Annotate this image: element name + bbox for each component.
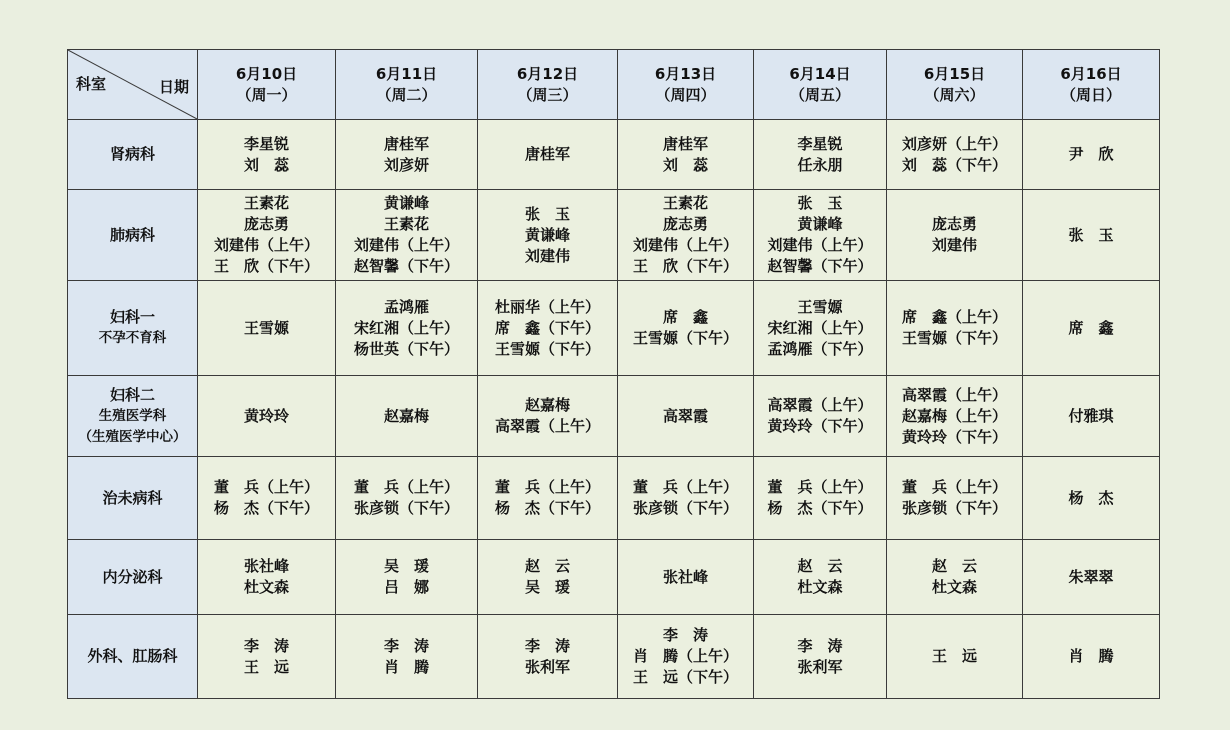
doctor-name: 杨 杰（下午）	[213, 499, 319, 517]
day-weekday: （周五）	[789, 85, 850, 104]
duty-cell	[198, 540, 336, 615]
day-weekday: （周四）	[655, 85, 716, 104]
doctor-name: 张社峰	[243, 557, 289, 575]
doctor-name: 杨 杰	[1068, 488, 1114, 507]
doctor-name: 李 涛	[797, 636, 843, 655]
schedule-body	[68, 120, 1160, 699]
doctor-list	[384, 636, 429, 678]
duty-cell	[1023, 190, 1160, 281]
duty-cell	[754, 540, 887, 615]
doctor-name: 黄玲玲	[243, 406, 289, 425]
department-cell	[68, 540, 198, 615]
duty-cell	[887, 120, 1023, 190]
doctor-name: 杜丽华（上午）	[494, 297, 600, 316]
doctor-name: 杨 杰（下午）	[494, 499, 600, 517]
schedule-row	[68, 190, 1160, 281]
duty-cell	[478, 120, 618, 190]
doctor-name: 刘 蕊（下午）	[901, 155, 1007, 174]
duty-cell	[754, 281, 887, 376]
doctor-name: 黄谦峰	[797, 215, 843, 233]
duty-cell	[887, 457, 1023, 540]
doctor-name: 赵嘉梅（上午）	[901, 406, 1007, 425]
day-date: 6月12日	[516, 64, 579, 83]
day-header	[478, 50, 618, 120]
doctor-list	[797, 556, 842, 598]
doctor-name: 赵智馨（下午）	[767, 257, 873, 275]
doctor-name: 席 鑫（下午）	[494, 318, 600, 337]
doctor-list	[525, 636, 570, 678]
doctor-list	[354, 193, 459, 277]
doctor-name: 张利军	[797, 657, 843, 676]
doctor-name: 杨世英（下午）	[353, 339, 459, 358]
duty-cell	[478, 190, 618, 281]
doctor-list	[495, 477, 600, 519]
doctor-name: 刘建伟（上午）	[353, 236, 459, 254]
doctor-name: 黄玲玲（下午）	[767, 417, 873, 435]
schedule-row	[68, 615, 1160, 699]
day-header	[754, 50, 887, 120]
doctor-list	[1068, 406, 1113, 427]
duty-cell	[336, 190, 478, 281]
doctor-name: 王 欣（下午）	[213, 257, 319, 275]
duty-cell	[1023, 376, 1160, 457]
doctor-name: 赵 云	[524, 557, 570, 575]
schedule-row	[68, 281, 1160, 376]
doctor-name: 孟鸿雁	[383, 297, 429, 316]
doctor-name: 刘彦妍	[383, 155, 429, 174]
doctor-name: 刘建伟	[524, 246, 570, 265]
department-name-line: 外科、肛肠科	[87, 647, 178, 665]
day-header	[1023, 50, 1160, 120]
doctor-name: 杨 杰（下午）	[767, 499, 873, 517]
doctor-list	[902, 307, 1007, 349]
duty-cell	[198, 376, 336, 457]
doctor-list	[932, 646, 977, 667]
doctor-name: 庞志勇	[662, 215, 708, 233]
duty-cell	[618, 281, 754, 376]
duty-cell	[478, 457, 618, 540]
doctor-name: 宋红湘（上午）	[353, 318, 459, 337]
doctor-name: 朱翠翠	[1068, 567, 1114, 586]
doctor-name: 杜文森	[931, 578, 977, 596]
doctor-name: 高翠霞	[662, 406, 708, 425]
department-name-line: 内分泌科	[102, 567, 163, 586]
doctor-list	[384, 556, 429, 598]
doctor-list	[1068, 567, 1113, 588]
doctor-name: 宋红湘（上午）	[767, 318, 873, 337]
doctor-list	[525, 556, 570, 598]
duty-cell	[887, 376, 1023, 457]
doctor-name: 李星锐	[243, 134, 289, 153]
duty-cell	[754, 615, 887, 699]
doctor-name: 肖 腾	[1068, 647, 1114, 665]
doctor-name: 李 涛	[383, 636, 429, 655]
doctor-list	[767, 477, 872, 519]
schedule-row	[68, 540, 1160, 615]
doctor-name: 刘 蕊	[662, 155, 708, 174]
department-name-line: 肺病科	[109, 225, 155, 244]
day-date: 6月13日	[654, 64, 717, 83]
doctor-name: 高翠霞（上午）	[767, 396, 873, 414]
doctor-name: 席 鑫	[1068, 318, 1114, 337]
doctor-list	[767, 193, 872, 277]
doctor-name: 席 鑫（上午）	[901, 308, 1007, 326]
doctor-list	[525, 144, 570, 165]
doctor-name: 尹 欣	[1068, 145, 1114, 163]
day-weekday: （周一）	[236, 85, 297, 104]
duty-cell	[618, 120, 754, 190]
doctor-list	[663, 134, 708, 176]
duty-cell	[198, 190, 336, 281]
doctor-name: 付雅琪	[1068, 406, 1114, 425]
doctor-name: 唐桂军	[524, 145, 570, 163]
doctor-name: 张 玉	[524, 204, 570, 223]
header-row	[68, 50, 1160, 120]
day-header	[336, 50, 478, 120]
doctor-name: 赵嘉梅	[383, 406, 429, 425]
department-name-line: 生殖医学科	[98, 407, 167, 424]
doctor-name: 吴 瑗	[524, 578, 570, 596]
doctor-name: 王雪嫄（下午）	[632, 329, 738, 347]
corner-date-label: 日期	[158, 78, 189, 96]
doctor-name: 张 玉	[1068, 225, 1114, 244]
duty-cell	[1023, 615, 1160, 699]
doctor-name: 唐桂军	[383, 134, 429, 153]
department-cell	[68, 457, 198, 540]
doctor-name: 赵 云	[931, 557, 977, 575]
doctor-name: 杜文森	[243, 578, 289, 596]
duty-cell	[887, 540, 1023, 615]
duty-cell	[887, 615, 1023, 699]
day-date: 6月10日	[235, 64, 298, 83]
doctor-name: 王雪嫄	[797, 297, 843, 316]
duty-cell	[198, 457, 336, 540]
duty-cell	[336, 281, 478, 376]
department-cell	[68, 281, 198, 376]
duty-cell	[478, 376, 618, 457]
doctor-list	[633, 477, 738, 519]
duty-cell	[336, 120, 478, 190]
day-date: 6月11日	[375, 64, 438, 83]
doctor-list	[902, 477, 1007, 519]
department-name-line: 肾病科	[109, 145, 155, 163]
department-cell	[68, 615, 198, 699]
doctor-list	[633, 307, 738, 349]
department-name-line: 妇科一	[109, 308, 155, 326]
doctor-list	[1068, 144, 1113, 165]
doctor-name: 王雪嫄（下午）	[901, 329, 1007, 347]
doctor-name: 张彦锁（下午）	[353, 499, 459, 517]
department-name-line: 妇科二	[109, 385, 155, 404]
day-header	[887, 50, 1023, 120]
duty-cell	[618, 540, 754, 615]
day-date: 6月14日	[789, 64, 851, 83]
doctor-name: 张彦锁（下午）	[901, 499, 1007, 517]
schedule-row	[68, 120, 1160, 190]
doctor-list	[1068, 225, 1113, 246]
day-weekday: （周日）	[1060, 85, 1121, 104]
doctor-list	[354, 297, 459, 360]
doctor-list	[767, 395, 872, 437]
duty-cell	[754, 376, 887, 457]
corner-header-cell	[68, 50, 198, 120]
department-name-line: 治未病科	[102, 488, 163, 507]
duty-schedule-table	[67, 49, 1160, 699]
doctor-list	[932, 214, 977, 256]
doctor-name: 董 兵（上午）	[353, 478, 459, 496]
schedule-row	[68, 457, 1160, 540]
doctor-list	[902, 385, 1007, 448]
doctor-list	[354, 477, 459, 519]
doctor-name: 席 鑫	[662, 308, 708, 326]
doctor-list	[214, 477, 319, 519]
doctor-name: 张彦锁（下午）	[632, 499, 738, 517]
duty-cell	[1023, 281, 1160, 376]
duty-cell	[478, 281, 618, 376]
doctor-list	[244, 406, 289, 427]
department-cell	[68, 376, 198, 457]
doctor-name: 刘建伟（上午）	[632, 236, 738, 254]
doctor-name: 王 远	[931, 647, 977, 665]
day-date: 6月16日	[1060, 64, 1122, 83]
duty-cell	[478, 540, 618, 615]
doctor-list	[1068, 318, 1113, 339]
department-cell	[68, 120, 198, 190]
doctor-name: 孟鸿雁（下午）	[767, 339, 873, 358]
doctor-name: 董 兵（上午）	[901, 478, 1007, 496]
doctor-list	[384, 406, 429, 427]
doctor-name: 董 兵（上午）	[213, 478, 319, 496]
duty-cell	[618, 190, 754, 281]
duty-cell	[336, 540, 478, 615]
doctor-list	[244, 134, 289, 176]
duty-cell	[1023, 120, 1160, 190]
doctor-list	[797, 134, 842, 176]
doctor-name: 王 远	[243, 657, 289, 676]
doctor-list	[633, 625, 738, 688]
doctor-list	[663, 567, 708, 588]
doctor-list	[1068, 646, 1113, 667]
doctor-name: 黄谦峰	[524, 225, 570, 244]
doctor-name: 王雪嫄（下午）	[494, 339, 600, 358]
doctor-list	[244, 556, 289, 598]
duty-cell	[887, 190, 1023, 281]
doctor-name: 张 玉	[797, 194, 843, 212]
doctor-name: 赵智馨（下午）	[353, 257, 459, 275]
doctor-list	[384, 134, 429, 176]
doctor-name: 刘建伟（上午）	[213, 236, 319, 254]
doctor-name: 王素花	[243, 194, 289, 212]
duty-cell	[336, 376, 478, 457]
corner-dept-label: 科室	[76, 75, 107, 93]
doctor-list	[932, 556, 977, 598]
doctor-list	[495, 297, 600, 360]
doctor-list	[797, 636, 842, 678]
duty-cell	[198, 281, 336, 376]
doctor-name: 赵 云	[797, 557, 843, 575]
doctor-name: 庞志勇	[931, 215, 977, 233]
day-weekday: （周六）	[924, 85, 985, 104]
day-date: 6月15日	[923, 64, 986, 83]
doctor-name: 黄谦峰	[383, 194, 429, 212]
duty-cell	[887, 281, 1023, 376]
doctor-name: 王素花	[662, 194, 708, 212]
doctor-name: 刘 蕊	[243, 155, 289, 174]
doctor-name: 刘彦妍（上午）	[901, 134, 1007, 153]
duty-cell	[754, 457, 887, 540]
doctor-name: 张利军	[524, 657, 570, 676]
doctor-name: 董 兵（上午）	[767, 478, 873, 496]
doctor-name: 李 涛	[524, 636, 570, 655]
doctor-name: 董 兵（上午）	[632, 478, 738, 496]
doctor-list	[633, 193, 738, 277]
doctor-name: 李 涛	[243, 636, 289, 655]
doctor-list	[902, 134, 1007, 176]
doctor-name: 赵嘉梅	[524, 396, 570, 414]
duty-cell	[336, 615, 478, 699]
duty-cell	[198, 615, 336, 699]
doctor-name: 唐桂军	[662, 134, 708, 153]
department-name-line: （生殖医学中心）	[78, 428, 187, 445]
day-header	[198, 50, 336, 120]
doctor-name: 刘建伟（上午）	[767, 236, 873, 254]
doctor-list	[767, 297, 872, 360]
duty-cell	[1023, 457, 1160, 540]
doctor-name: 王 远（下午）	[632, 668, 738, 686]
duty-cell	[336, 457, 478, 540]
doctor-name: 杜文森	[797, 578, 843, 596]
doctor-name: 吕 娜	[383, 578, 429, 596]
doctor-name: 王 欣（下午）	[632, 257, 738, 275]
duty-cell	[198, 120, 336, 190]
duty-cell	[618, 457, 754, 540]
doctor-name: 李星锐	[797, 134, 843, 153]
day-weekday: （周三）	[517, 85, 578, 104]
duty-cell	[1023, 540, 1160, 615]
department-cell	[68, 190, 198, 281]
duty-cell	[478, 615, 618, 699]
doctor-list	[663, 406, 708, 427]
doctor-list	[244, 636, 289, 678]
doctor-name: 肖 腾（上午）	[632, 647, 738, 665]
day-header	[618, 50, 754, 120]
doctor-list	[525, 204, 570, 267]
doctor-name: 王雪嫄	[243, 318, 289, 337]
doctor-list	[214, 193, 319, 277]
doctor-list	[495, 395, 600, 437]
day-weekday: （周二）	[376, 85, 437, 104]
doctor-name: 庞志勇	[243, 215, 289, 233]
schedule-row	[68, 376, 1160, 457]
doctor-name: 肖 腾	[383, 657, 429, 676]
doctor-name: 高翠霞（上午）	[494, 417, 600, 435]
doctor-name: 王素花	[383, 215, 429, 233]
duty-cell	[618, 376, 754, 457]
doctor-list	[1068, 488, 1113, 509]
doctor-name: 任永朋	[797, 155, 843, 174]
doctor-name: 董 兵（上午）	[494, 478, 600, 496]
department-name-line: 不孕不育科	[98, 330, 167, 346]
doctor-name: 吴 瑗	[383, 557, 429, 575]
doctor-name: 张社峰	[662, 567, 708, 586]
duty-cell	[754, 190, 887, 281]
duty-cell	[618, 615, 754, 699]
doctor-list	[244, 318, 289, 339]
duty-cell	[754, 120, 887, 190]
doctor-name: 刘建伟	[931, 236, 977, 254]
doctor-name: 高翠霞（上午）	[901, 385, 1007, 404]
doctor-name: 黄玲玲（下午）	[901, 427, 1007, 446]
doctor-name: 李 涛	[662, 626, 708, 644]
